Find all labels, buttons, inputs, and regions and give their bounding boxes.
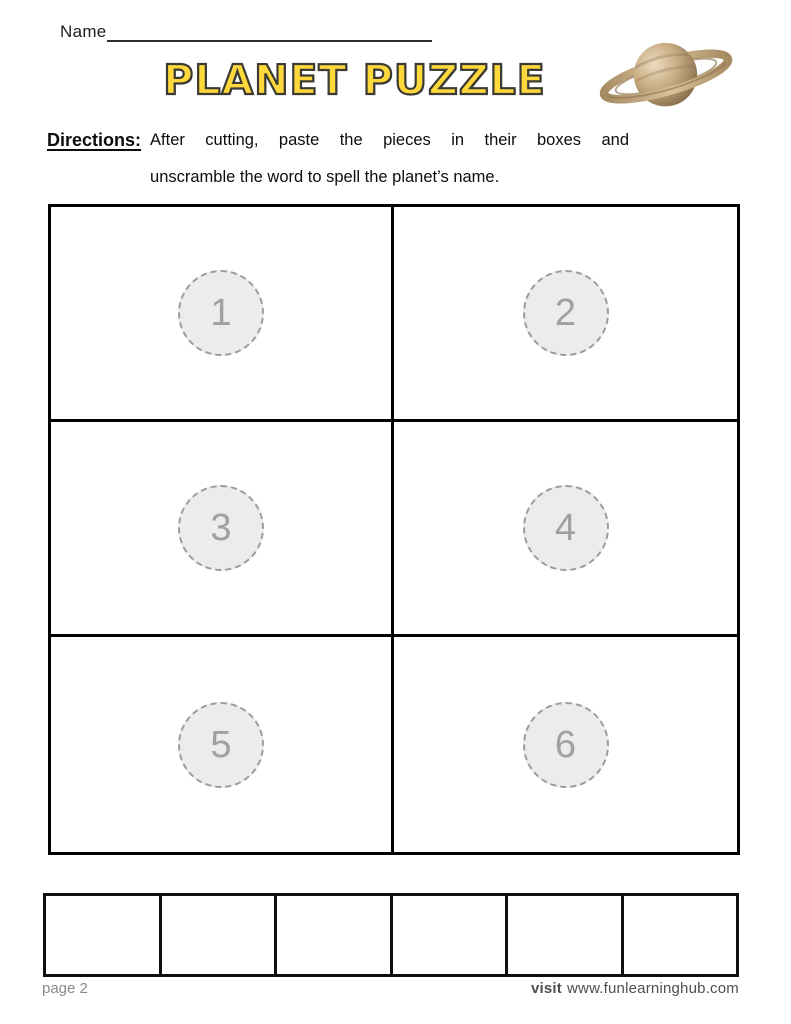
website-credit (531, 980, 739, 997)
puzzle-box-4 (394, 422, 737, 637)
piece-number-circle-2 (523, 270, 609, 356)
answer-cell-5 (508, 896, 624, 974)
name-row (60, 22, 432, 42)
piece-number-6: 6 (554, 723, 577, 766)
piece-number-2: 2 (554, 292, 577, 334)
answer-cell-4 (393, 896, 509, 974)
directions-line-1: After cutting, paste the pieces in their boxes and (150, 131, 629, 149)
name-label: Name (60, 22, 107, 41)
answer-cell-2 (162, 896, 278, 974)
directions-label: Directions: (47, 130, 142, 150)
page-number-label: page 2 (42, 980, 88, 997)
piece-number-3: 3 (210, 507, 232, 549)
puzzle-grid (48, 204, 740, 855)
name-blank-line (107, 23, 432, 42)
page-title: PLANET PUZZLE (163, 56, 546, 104)
piece-number-1: 1 (210, 292, 232, 334)
answer-cell-3 (277, 896, 393, 974)
piece-number-circle-6 (523, 702, 609, 788)
puzzle-box-2 (394, 207, 737, 422)
footer (42, 980, 739, 997)
website-url: www.funlearninghub.com (567, 980, 739, 997)
directions-text (150, 128, 629, 189)
directions-line-2: unscramble the word to spell the planet’s name. (150, 168, 500, 186)
piece-number-circle-5 (178, 702, 264, 788)
puzzle-box-3 (51, 422, 394, 637)
piece-number-circle-3 (178, 485, 264, 571)
puzzle-box-1 (51, 207, 394, 422)
puzzle-box-5 (51, 637, 394, 852)
visit-label: visit (530, 980, 562, 997)
puzzle-box-6 (394, 637, 737, 852)
piece-number-5: 5 (210, 723, 232, 766)
answer-cell-6 (624, 896, 737, 974)
piece-number-circle-4 (523, 485, 609, 571)
saturn-planet-icon (596, 30, 736, 122)
directions-block (47, 128, 629, 189)
answer-letter-row (43, 893, 739, 977)
piece-number-circle-1 (178, 270, 264, 356)
answer-cell-1 (46, 896, 162, 974)
piece-number-4: 4 (554, 507, 577, 549)
